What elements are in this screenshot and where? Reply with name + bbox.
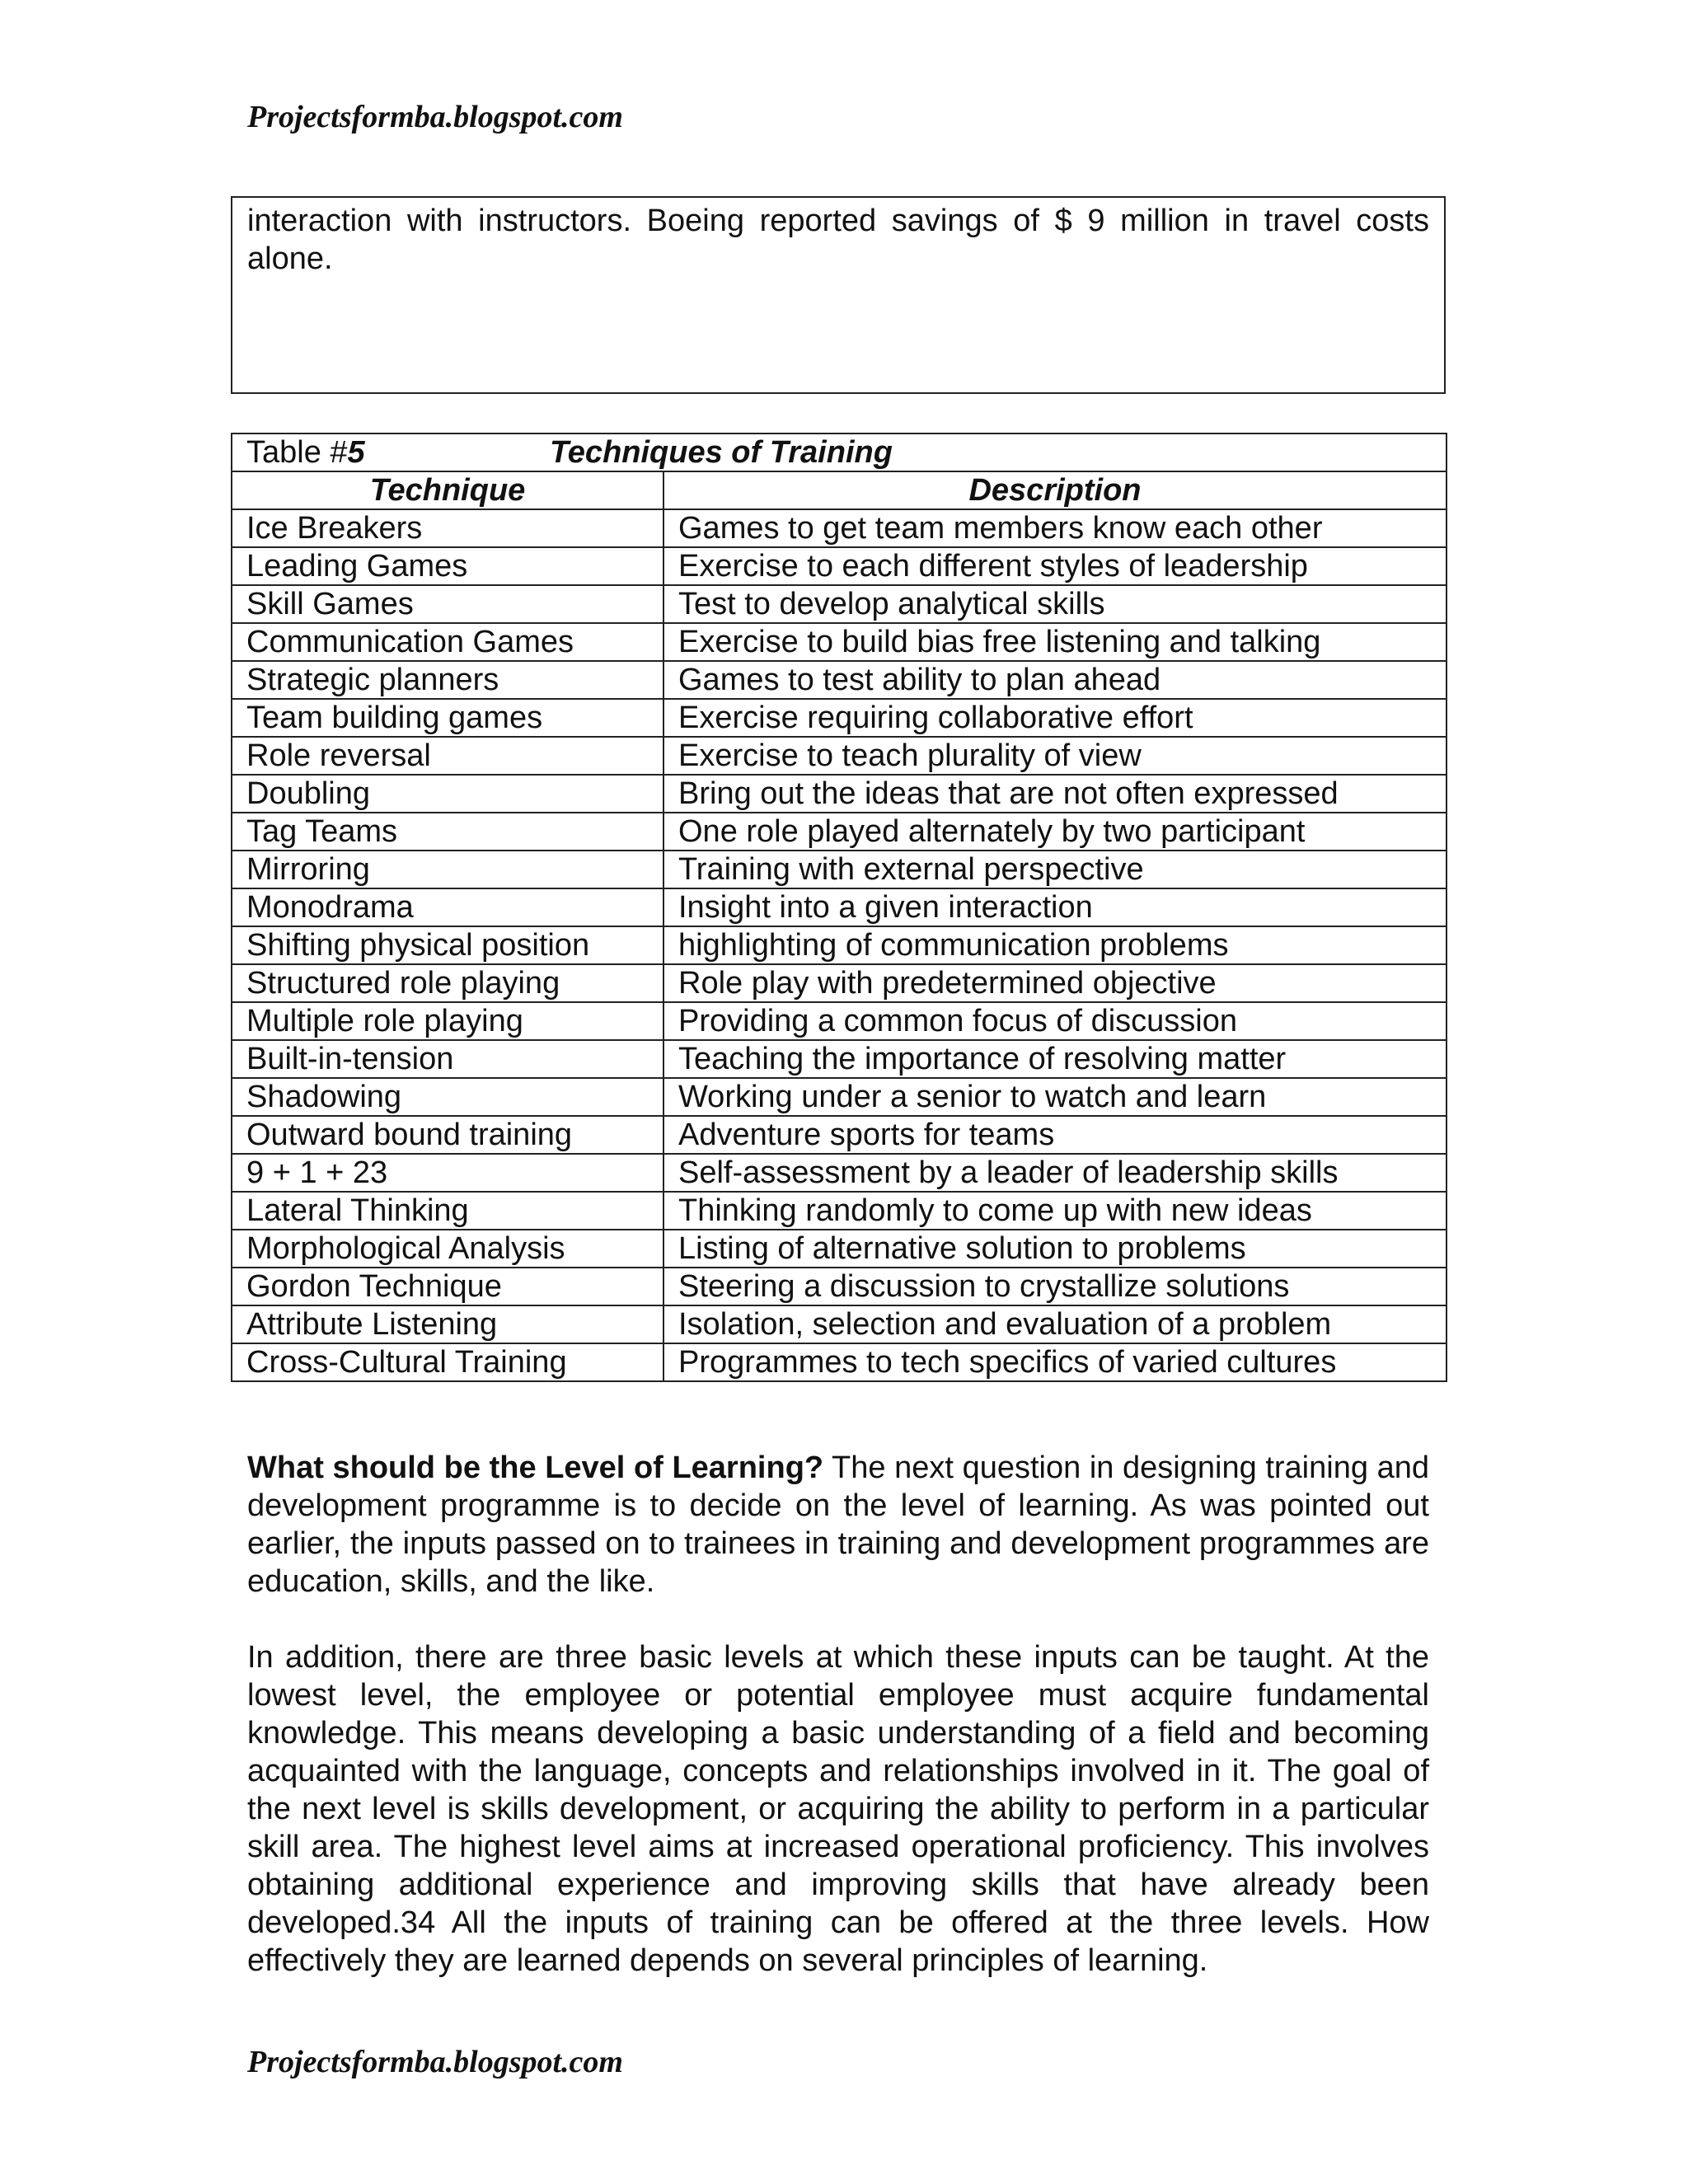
technique-cell: Role reversal: [232, 737, 663, 775]
level-of-learning-paragraph: [247, 1449, 1429, 1601]
description-cell: Exercise to build bias free listening and talking: [663, 623, 1447, 661]
technique-cell: Team building games: [232, 699, 663, 737]
paragraph-1-text: The next question in designing training and development programme is to decide on the level of learning. As was pointed out earlier, the inputs passed on to trainees in training and development programmes are education, skills, and the like.: [247, 1451, 1429, 1599]
technique-cell: Multiple role playing: [232, 1002, 663, 1040]
table-row: [232, 1040, 1447, 1078]
table-row: [232, 1078, 1447, 1116]
description-cell: Exercise to each different styles of leadership: [663, 547, 1447, 585]
technique-cell: Skill Games: [232, 585, 663, 623]
description-cell: Thinking randomly to come up with new ideas: [663, 1192, 1447, 1230]
description-cell: highlighting of communication problems: [663, 926, 1447, 964]
technique-cell: Shifting physical position: [232, 926, 663, 964]
technique-cell: Shadowing: [232, 1078, 663, 1116]
table-row: [232, 964, 1447, 1002]
technique-cell: 9 + 1 + 23: [232, 1154, 663, 1192]
description-cell: Test to develop analytical skills: [663, 585, 1447, 623]
table-row: [232, 926, 1447, 964]
description-cell: Listing of alternative solution to problems: [663, 1230, 1447, 1268]
technique-cell: Leading Games: [232, 547, 663, 585]
technique-cell: Tag Teams: [232, 813, 663, 851]
caption-title: Techniques of Training: [550, 435, 893, 470]
table-row: [232, 1268, 1447, 1305]
technique-cell: Monodrama: [232, 888, 663, 926]
technique-cell: Structured role playing: [232, 964, 663, 1002]
technique-cell: Ice Breakers: [232, 509, 663, 547]
description-cell: Self-assessment by a leader of leadership skills: [663, 1154, 1447, 1192]
table-caption-row: [232, 434, 1447, 471]
section-heading: What should be the Level of Learning?: [247, 1451, 824, 1485]
table-row: [232, 1192, 1447, 1230]
table-row: [232, 1116, 1447, 1154]
table-row: [232, 1305, 1447, 1343]
description-cell: Role play with predetermined objective: [663, 964, 1447, 1002]
technique-cell: Doubling: [232, 775, 663, 813]
table-row: [232, 585, 1447, 623]
table-row: [232, 623, 1447, 661]
technique-cell: Strategic planners: [232, 661, 663, 699]
column-header-description: Description: [663, 471, 1447, 509]
table-row: [232, 547, 1447, 585]
table-row: [232, 1154, 1447, 1192]
table-row: [232, 737, 1447, 775]
techniques-table: [231, 433, 1447, 1382]
technique-cell: Attribute Listening: [232, 1305, 663, 1343]
table-caption: [232, 434, 1447, 471]
paragraph-2: In addition, there are three basic levels at which these inputs can be taught. At the lowest level, the employee or potential employee must acquire fundamental knowledge. This means developing a basic understanding of a field and becoming acquainted with the language, concepts and relationships involved in it. The goal of the next level is skills development, or acquiring the ability to perform in a particular skill area. The highest level aims at increased operational proficiency. This involves obtaining additional experience and improving skills that have already been developed.34 All the inputs of training can be offered at the three levels. How effectively they are learned depends on several principles of learning.: [247, 1640, 1429, 1978]
description-cell: Adventure sports for teams: [663, 1116, 1447, 1154]
technique-cell: Gordon Technique: [232, 1268, 663, 1305]
description-cell: Exercise requiring collaborative effort: [663, 699, 1447, 737]
technique-cell: Communication Games: [232, 623, 663, 661]
column-header-technique: Technique: [232, 471, 663, 509]
description-cell: One role played alternately by two participant: [663, 813, 1447, 851]
table-row: [232, 509, 1447, 547]
table-row: [232, 851, 1447, 888]
technique-cell: Mirroring: [232, 851, 663, 888]
footer-site-name: Projectsformba.blogspot.com: [247, 2045, 623, 2079]
technique-cell: Outward bound training: [232, 1116, 663, 1154]
table-row: [232, 775, 1447, 813]
description-cell: Games to test ability to plan ahead: [663, 661, 1447, 699]
technique-cell: Cross-Cultural Training: [232, 1343, 663, 1381]
table-row: [232, 1230, 1447, 1268]
table-row: [232, 661, 1447, 699]
table-row: [232, 813, 1447, 851]
continued-text-box: [231, 196, 1446, 394]
header-site-name: Projectsformba.blogspot.com: [247, 100, 623, 134]
table-row: [232, 888, 1447, 926]
table-row: [232, 1002, 1447, 1040]
table-header-row: [232, 471, 1447, 509]
description-cell: Insight into a given interaction: [663, 888, 1447, 926]
box-text: interaction with instructors. Boeing reported savings of $ 9 million in travel costs alone.: [247, 204, 1429, 276]
technique-cell: Lateral Thinking: [232, 1192, 663, 1230]
technique-cell: Morphological Analysis: [232, 1230, 663, 1268]
description-cell: Working under a senior to watch and learn: [663, 1078, 1447, 1116]
description-cell: Steering a discussion to crystallize solutions: [663, 1268, 1447, 1305]
description-cell: Programmes to tech specifics of varied cultures: [663, 1343, 1447, 1381]
table-row: [232, 1343, 1447, 1381]
caption-prefix: Table #5: [246, 435, 365, 470]
technique-cell: Built-in-tension: [232, 1040, 663, 1078]
description-cell: Training with external perspective: [663, 851, 1447, 888]
description-cell: Teaching the importance of resolving matter: [663, 1040, 1447, 1078]
description-cell: Games to get team members know each other: [663, 509, 1447, 547]
description-cell: Bring out the ideas that are not often expressed: [663, 775, 1447, 813]
description-cell: Exercise to teach plurality of view: [663, 737, 1447, 775]
description-cell: Isolation, selection and evaluation of a problem: [663, 1305, 1447, 1343]
table-row: [232, 699, 1447, 737]
description-cell: Providing a common focus of discussion: [663, 1002, 1447, 1040]
